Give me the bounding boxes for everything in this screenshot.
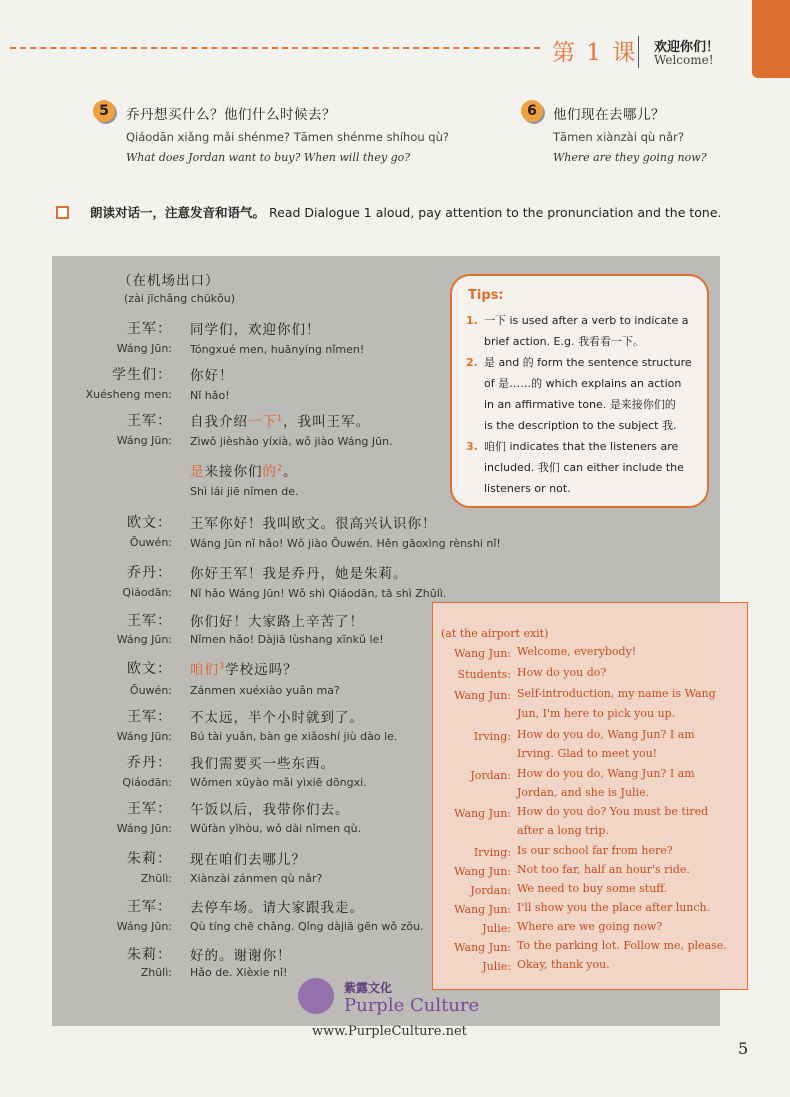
question-pinyin: Tāmen xiànzài qù nǎr?	[553, 130, 684, 144]
translation-speaker: Students:	[457, 668, 511, 681]
translation-text: How do you do? You must be tired	[517, 805, 709, 818]
dialogue-pinyin: Xiànzài zánmen qù nǎr?	[190, 872, 323, 885]
dialogue-pinyin: Hǎo de. Xièxie nǐ!	[190, 966, 288, 979]
speaker-pinyin: Wáng Jūn:	[116, 920, 172, 933]
translation-speaker: Wang Jun:	[454, 689, 511, 702]
speaker: 欧文：	[127, 515, 172, 531]
tips-title: Tips:	[468, 288, 504, 303]
speaker: 朱莉：	[127, 947, 172, 963]
header-dashed-line	[10, 47, 540, 49]
speaker-pinyin: Wáng Jūn:	[116, 730, 172, 743]
dialogue-line: 我们需要买一些东西。	[190, 756, 335, 772]
dialogue-pinyin: Tóngxué men, huānyíng nǐmen!	[190, 343, 365, 356]
translation-speaker: Wang Jun:	[454, 903, 511, 916]
speaker: 学生们：	[112, 367, 172, 383]
speaker: 王军：	[127, 801, 172, 817]
header-divider	[638, 36, 639, 68]
question-en: What does Jordan want to buy? When will they go?	[126, 151, 411, 164]
dialogue-line: 同学们，欢迎你们！	[190, 322, 321, 338]
watermark-en: Purple Culture	[344, 995, 480, 1016]
instruction-en: Read Dialogue 1 aloud, pay attention to the pronunciation and the tone.	[269, 205, 722, 220]
speaker: 乔丹：	[127, 755, 172, 771]
tip-item: 2. 是 and 的 form the sentence structure	[466, 356, 692, 369]
speaker: 王军：	[127, 709, 172, 725]
dialogue-pinyin: Qù tíng chē chǎng. Qǐng dàjiā gēn wǒ zǒu.	[190, 920, 424, 933]
dialogue-pinyin: Wáng Jūn nǐ hǎo! Wǒ jiào Ōuwén. Hěn gāoxìng rènshi nǐ!	[190, 537, 501, 550]
scene-pinyin: (zài jīchǎng chūkǒu)	[124, 292, 236, 305]
tip-item-cont: included. 我们 can either include the	[484, 461, 684, 474]
tip-item-cont: of 是……的 which explains an action	[484, 377, 682, 390]
question-number: 6	[521, 100, 543, 122]
translation-speaker: Julie:	[482, 960, 511, 973]
translation-text: To the parking lot. Follow me, please.	[517, 939, 727, 952]
footnote-ref: 1	[277, 413, 284, 423]
translation-speaker: Wang Jun:	[454, 807, 511, 820]
checkbox-icon	[56, 206, 69, 219]
tip-item-cont: is the description to the subject 我.	[484, 419, 677, 432]
speaker-pinyin: Ōuwén:	[129, 684, 172, 697]
translation-text: after a long trip.	[517, 824, 609, 837]
tip-item-cont: brief action. E.g. 我看看一下。	[484, 335, 644, 348]
dialogue-line: 去停车场。请大家跟我走。	[190, 900, 364, 916]
dialogue-pinyin: Nǐ hǎo Wáng Jūn! Wǒ shì Qiáodān, tā shì Zhūlì.	[190, 587, 447, 600]
speaker-pinyin: Qiáodān:	[122, 776, 172, 789]
speaker: 乔丹：	[127, 565, 172, 581]
dialogue-pinyin: Nǐ hǎo!	[190, 389, 230, 402]
translation-scene: (at the airport exit)	[441, 627, 549, 640]
translation-text: Not too far, half an hour's ride.	[517, 863, 690, 876]
translation-speaker: Jordan:	[470, 769, 511, 782]
translation-text: Self-introduction, my name is Wang	[517, 687, 716, 700]
corner-tab	[752, 0, 790, 78]
speaker: 王军：	[127, 899, 172, 915]
dialogue-line: 自我介绍一下$^1$，我叫王军。	[190, 413, 371, 430]
speaker: 王军：	[127, 321, 172, 337]
instruction-cn: 朗读对话一，注意发音和语气。	[90, 205, 266, 220]
lesson-label: 第 1 课	[552, 40, 638, 66]
dialogue-line: 不太远，半个小时就到了。	[190, 710, 364, 726]
translation-text: Jun, I'm here to pick you up.	[517, 707, 676, 720]
speaker-pinyin: Wáng Jūn:	[116, 822, 172, 835]
dialogue-line: 好的。谢谢你！	[190, 948, 292, 964]
speaker-pinyin: Wáng Jūn:	[116, 342, 172, 355]
dialogue-pinyin: Zánmen xuéxiào yuǎn ma?	[190, 684, 340, 697]
dialogue-line: 是来接你们的$^2$。	[190, 463, 298, 480]
translation-text: Where are we going now?	[517, 920, 663, 933]
instruction	[90, 203, 730, 223]
speaker: 欧文：	[127, 661, 172, 677]
tip-item: 3. 咱们 indicates that the listeners are	[466, 440, 679, 453]
dialogue-line: 现在咱们去哪儿？	[190, 852, 306, 868]
speaker-pinyin: Wáng Jūn:	[116, 633, 172, 646]
speaker: 王军：	[127, 413, 172, 429]
question-en: Where are they going now?	[553, 151, 707, 164]
dialogue-line: 你好王军！我是乔丹，她是朱莉。	[190, 566, 408, 582]
dialogue-line: 咱们$^3$学校远吗？	[190, 661, 298, 678]
translation-text: Jordan, and she is Julie.	[517, 786, 650, 799]
tips-box	[450, 274, 709, 508]
footnote-ref: 3	[219, 661, 226, 671]
tip-item: 1. 一下 is used after a verb to indicate a	[466, 314, 689, 327]
speaker: 朱莉：	[127, 851, 172, 867]
translation-text: Is our school far from here?	[517, 844, 673, 857]
footnote-ref: 2	[277, 463, 284, 473]
translation-text: Welcome, everybody!	[517, 645, 637, 658]
speaker-pinyin: Xuésheng men:	[85, 388, 172, 401]
dialogue-line: 午饭以后，我带你们去。	[190, 802, 350, 818]
grammar-highlight: 的	[262, 464, 277, 480]
tip-item-cont: listeners or not.	[484, 482, 571, 495]
translation-box	[432, 602, 748, 990]
question-pinyin: Qiáodān xiǎng mǎi shénme? Tāmen shénme shíhou qù?	[126, 130, 449, 144]
question-cn: 他们现在去哪儿？	[553, 107, 665, 123]
tip-item-cont: in an affirmative tone. 是来接你们的	[484, 398, 676, 411]
question-number: 5	[93, 100, 115, 122]
dialogue-pinyin: Shì lái jiē nǐmen de.	[190, 485, 299, 498]
translation-text: Okay, thank you.	[517, 958, 610, 971]
dialogue-pinyin: Bú tài yuǎn, bàn ge xiǎoshí jiù dào le.	[190, 730, 398, 743]
speaker-pinyin: Ōuwén:	[129, 536, 172, 549]
speaker-pinyin: Zhūlì:	[140, 966, 172, 979]
lesson-title-cn: 欢迎你们！	[654, 40, 720, 55]
dialogue-pinyin: Wǒmen xūyào mǎi yìxiē dōngxi.	[190, 776, 367, 789]
translation-text: Irving. Glad to meet you!	[517, 747, 658, 760]
page-number: 5	[738, 1039, 749, 1058]
lesson-title-en: Welcome!	[654, 53, 714, 67]
speaker: 王军：	[127, 613, 172, 629]
translation-speaker: Wang Jun:	[454, 865, 511, 878]
translation-text: How do you do, Wang Jun? I am	[517, 728, 695, 741]
watermark-cn: 紫露文化	[344, 981, 393, 995]
translation-text: We need to buy some stuff.	[517, 882, 668, 895]
dialogue-pinyin: Nǐmen hǎo! Dàjiā lùshang xīnkǔ le!	[190, 633, 384, 646]
dialogue-line: 你们好！大家路上辛苦了！	[190, 614, 364, 630]
speaker-pinyin: Wáng Jūn:	[116, 434, 172, 447]
dialogue-pinyin: Wǔfàn yǐhòu, wǒ dài nǐmen qù.	[190, 822, 362, 835]
translation-speaker: Wang Jun:	[454, 647, 511, 660]
translation-text: I'll show you the place after lunch.	[517, 901, 711, 914]
dialogue-line: 王军你好！我叫欧文。很高兴认识你！	[190, 516, 437, 532]
translation-speaker: Julie:	[482, 922, 511, 935]
grammar-highlight: 一下	[248, 414, 277, 430]
grammar-highlight: 咱们	[190, 662, 219, 678]
grammar-highlight: 是	[190, 464, 205, 480]
scene-cn: （在机场出口）	[118, 273, 220, 289]
question-cn: 乔丹想买什么？他们什么时候去？	[126, 107, 336, 123]
translation-speaker: Irving:	[473, 846, 511, 859]
speaker-pinyin: Zhūlì:	[140, 872, 172, 885]
translation-text: How do you do?	[517, 666, 607, 679]
dialogue-pinyin: Zìwǒ jièshào yíxià, wǒ jiào Wáng Jūn.	[190, 435, 393, 448]
dialogue-line: 你好！	[190, 368, 234, 384]
watermark-url: www.PurpleCulture.net	[312, 1024, 467, 1039]
translation-speaker: Irving:	[473, 730, 511, 743]
translation-text: How do you do, Wang Jun? I am	[517, 767, 695, 780]
speaker-pinyin: Qiáodān:	[122, 586, 172, 599]
purple-culture-logo-icon	[298, 978, 334, 1014]
translation-speaker: Wang Jun:	[454, 941, 511, 954]
translation-speaker: Jordan:	[470, 884, 511, 897]
